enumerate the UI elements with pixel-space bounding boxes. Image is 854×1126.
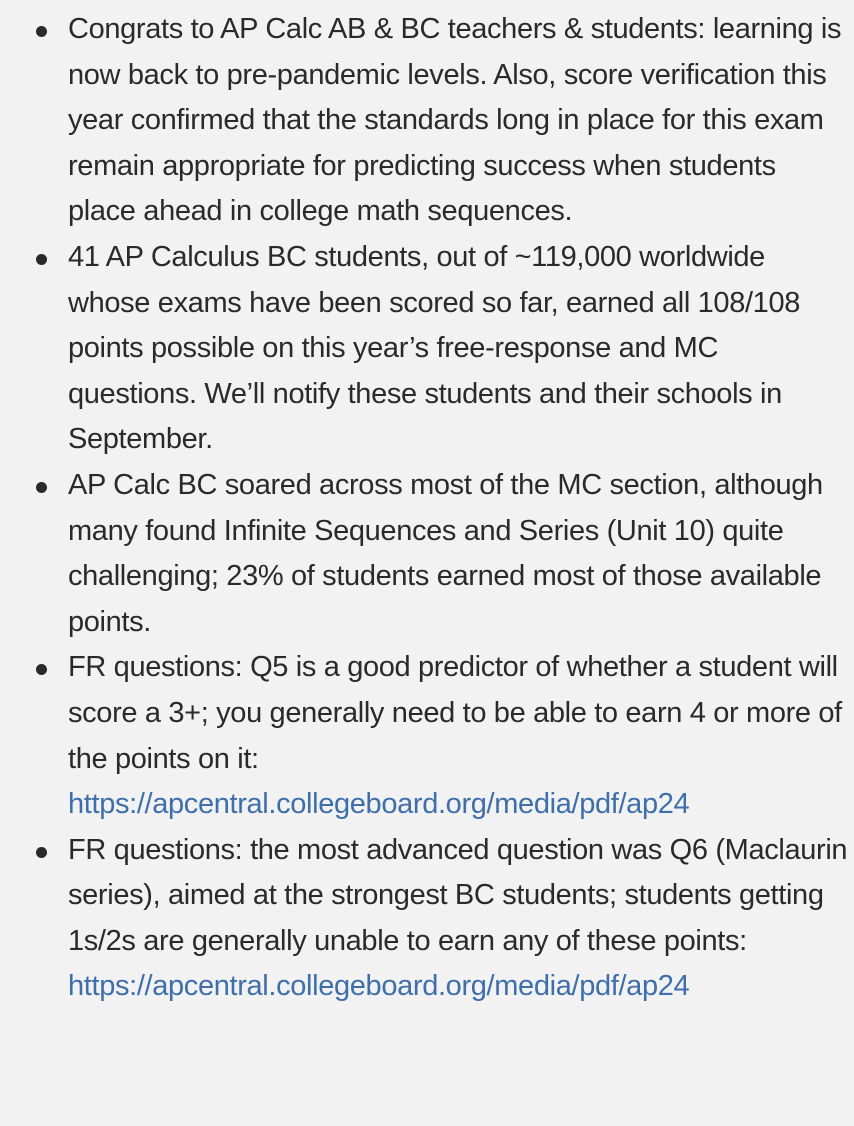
bullet-dot-icon — [36, 847, 47, 858]
bullet-dot-icon — [36, 664, 47, 675]
list-item-text: AP Calc BC soared across most of the MC section, although many found Infinite Sequences and Series (Unit 10) quite challenging; 23% of students earned most of those available points. — [68, 468, 823, 638]
list-item — [0, 463, 854, 645]
q6-scoring-link[interactable]: https://apcentral.collegeboard.org/media/pdf/ap24 — [68, 970, 690, 1003]
list-item — [0, 7, 854, 235]
bullet-dot-icon — [36, 482, 47, 493]
list-item — [0, 828, 854, 1010]
q5-scoring-link[interactable]: https://apcentral.collegeboard.org/media/pdf/ap24 — [68, 788, 690, 821]
list-item-text: FR questions: the most advanced question was Q6 (Maclaurin series), aimed at the strongest BC students; students getting 1s/2s are generally unable to earn any of these points: — [68, 833, 848, 957]
list-item-text: 41 AP Calculus BC students, out of ~119,000 worldwide whose exams have been scored so far, earned all 108/108 points possible on this year’s free-response and MC questions. We’ll notify these students and their schools in September. — [68, 240, 801, 456]
list-item-text: FR questions: Q5 is a good predictor of whether a student will score a 3+; you generally need to be able to earn 4 or more of the points on it: — [68, 651, 842, 775]
bullet-list — [0, 7, 854, 1010]
list-item — [0, 235, 854, 463]
list-item-text: Congrats to AP Calc AB & BC teachers & students: learning is now back to pre-pandemic levels. Also, score verification this year confirmed that the standards long in place for this exam remain appropriate for predicting success when students place ahead in college math sequences. — [68, 13, 842, 228]
bullet-dot-icon — [36, 254, 47, 265]
list-item — [0, 645, 854, 827]
bullet-dot-icon — [36, 26, 47, 37]
